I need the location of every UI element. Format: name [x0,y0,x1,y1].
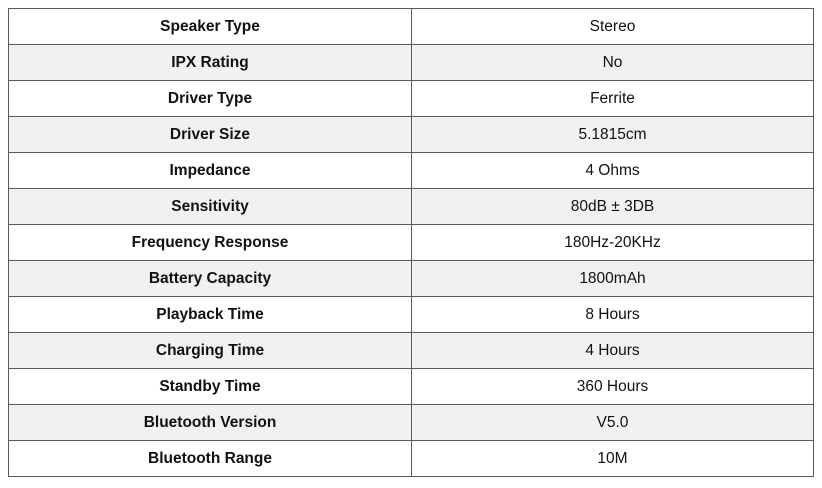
spec-value-driver-size: 5.1815cm [412,117,814,153]
table-row-frequency-response [9,225,814,261]
spec-value-bluetooth-range: 10M [412,441,814,477]
table-row-driver-type [9,81,814,117]
spec-label-battery-capacity: Battery Capacity [9,261,412,297]
table-row-charging-time [9,333,814,369]
spec-label-impedance: Impedance [9,153,412,189]
table-row-battery-capacity [9,261,814,297]
spec-value-sensitivity: 80dB ± 3DB [412,189,814,225]
spec-label-ipx-rating: IPX Rating [9,45,412,81]
spec-label-standby-time: Standby Time [9,369,412,405]
table-row-ipx-rating [9,45,814,81]
spec-label-frequency-response: Frequency Response [9,225,412,261]
spec-label-driver-size: Driver Size [9,117,412,153]
table-row-sensitivity [9,189,814,225]
spec-label-charging-time: Charging Time [9,333,412,369]
spec-value-frequency-response: 180Hz-20KHz [412,225,814,261]
table-row-bluetooth-range [9,441,814,477]
spec-label-sensitivity: Sensitivity [9,189,412,225]
spec-value-bluetooth-version: V5.0 [412,405,814,441]
spec-label-driver-type: Driver Type [9,81,412,117]
spec-value-speaker-type: Stereo [412,9,814,45]
spec-table-body [9,9,814,477]
spec-label-speaker-type: Speaker Type [9,9,412,45]
spec-value-standby-time: 360 Hours [412,369,814,405]
spec-value-driver-type: Ferrite [412,81,814,117]
table-row-speaker-type [9,9,814,45]
spec-table [8,8,814,477]
table-row-driver-size [9,117,814,153]
table-row-bluetooth-version [9,405,814,441]
spec-value-impedance: 4 Ohms [412,153,814,189]
spec-value-charging-time: 4 Hours [412,333,814,369]
table-row-standby-time [9,369,814,405]
spec-value-playback-time: 8 Hours [412,297,814,333]
spec-value-ipx-rating: No [412,45,814,81]
table-row-impedance [9,153,814,189]
spec-label-bluetooth-version: Bluetooth Version [9,405,412,441]
spec-label-playback-time: Playback Time [9,297,412,333]
table-row-playback-time [9,297,814,333]
spec-value-battery-capacity: 1800mAh [412,261,814,297]
spec-label-bluetooth-range: Bluetooth Range [9,441,412,477]
